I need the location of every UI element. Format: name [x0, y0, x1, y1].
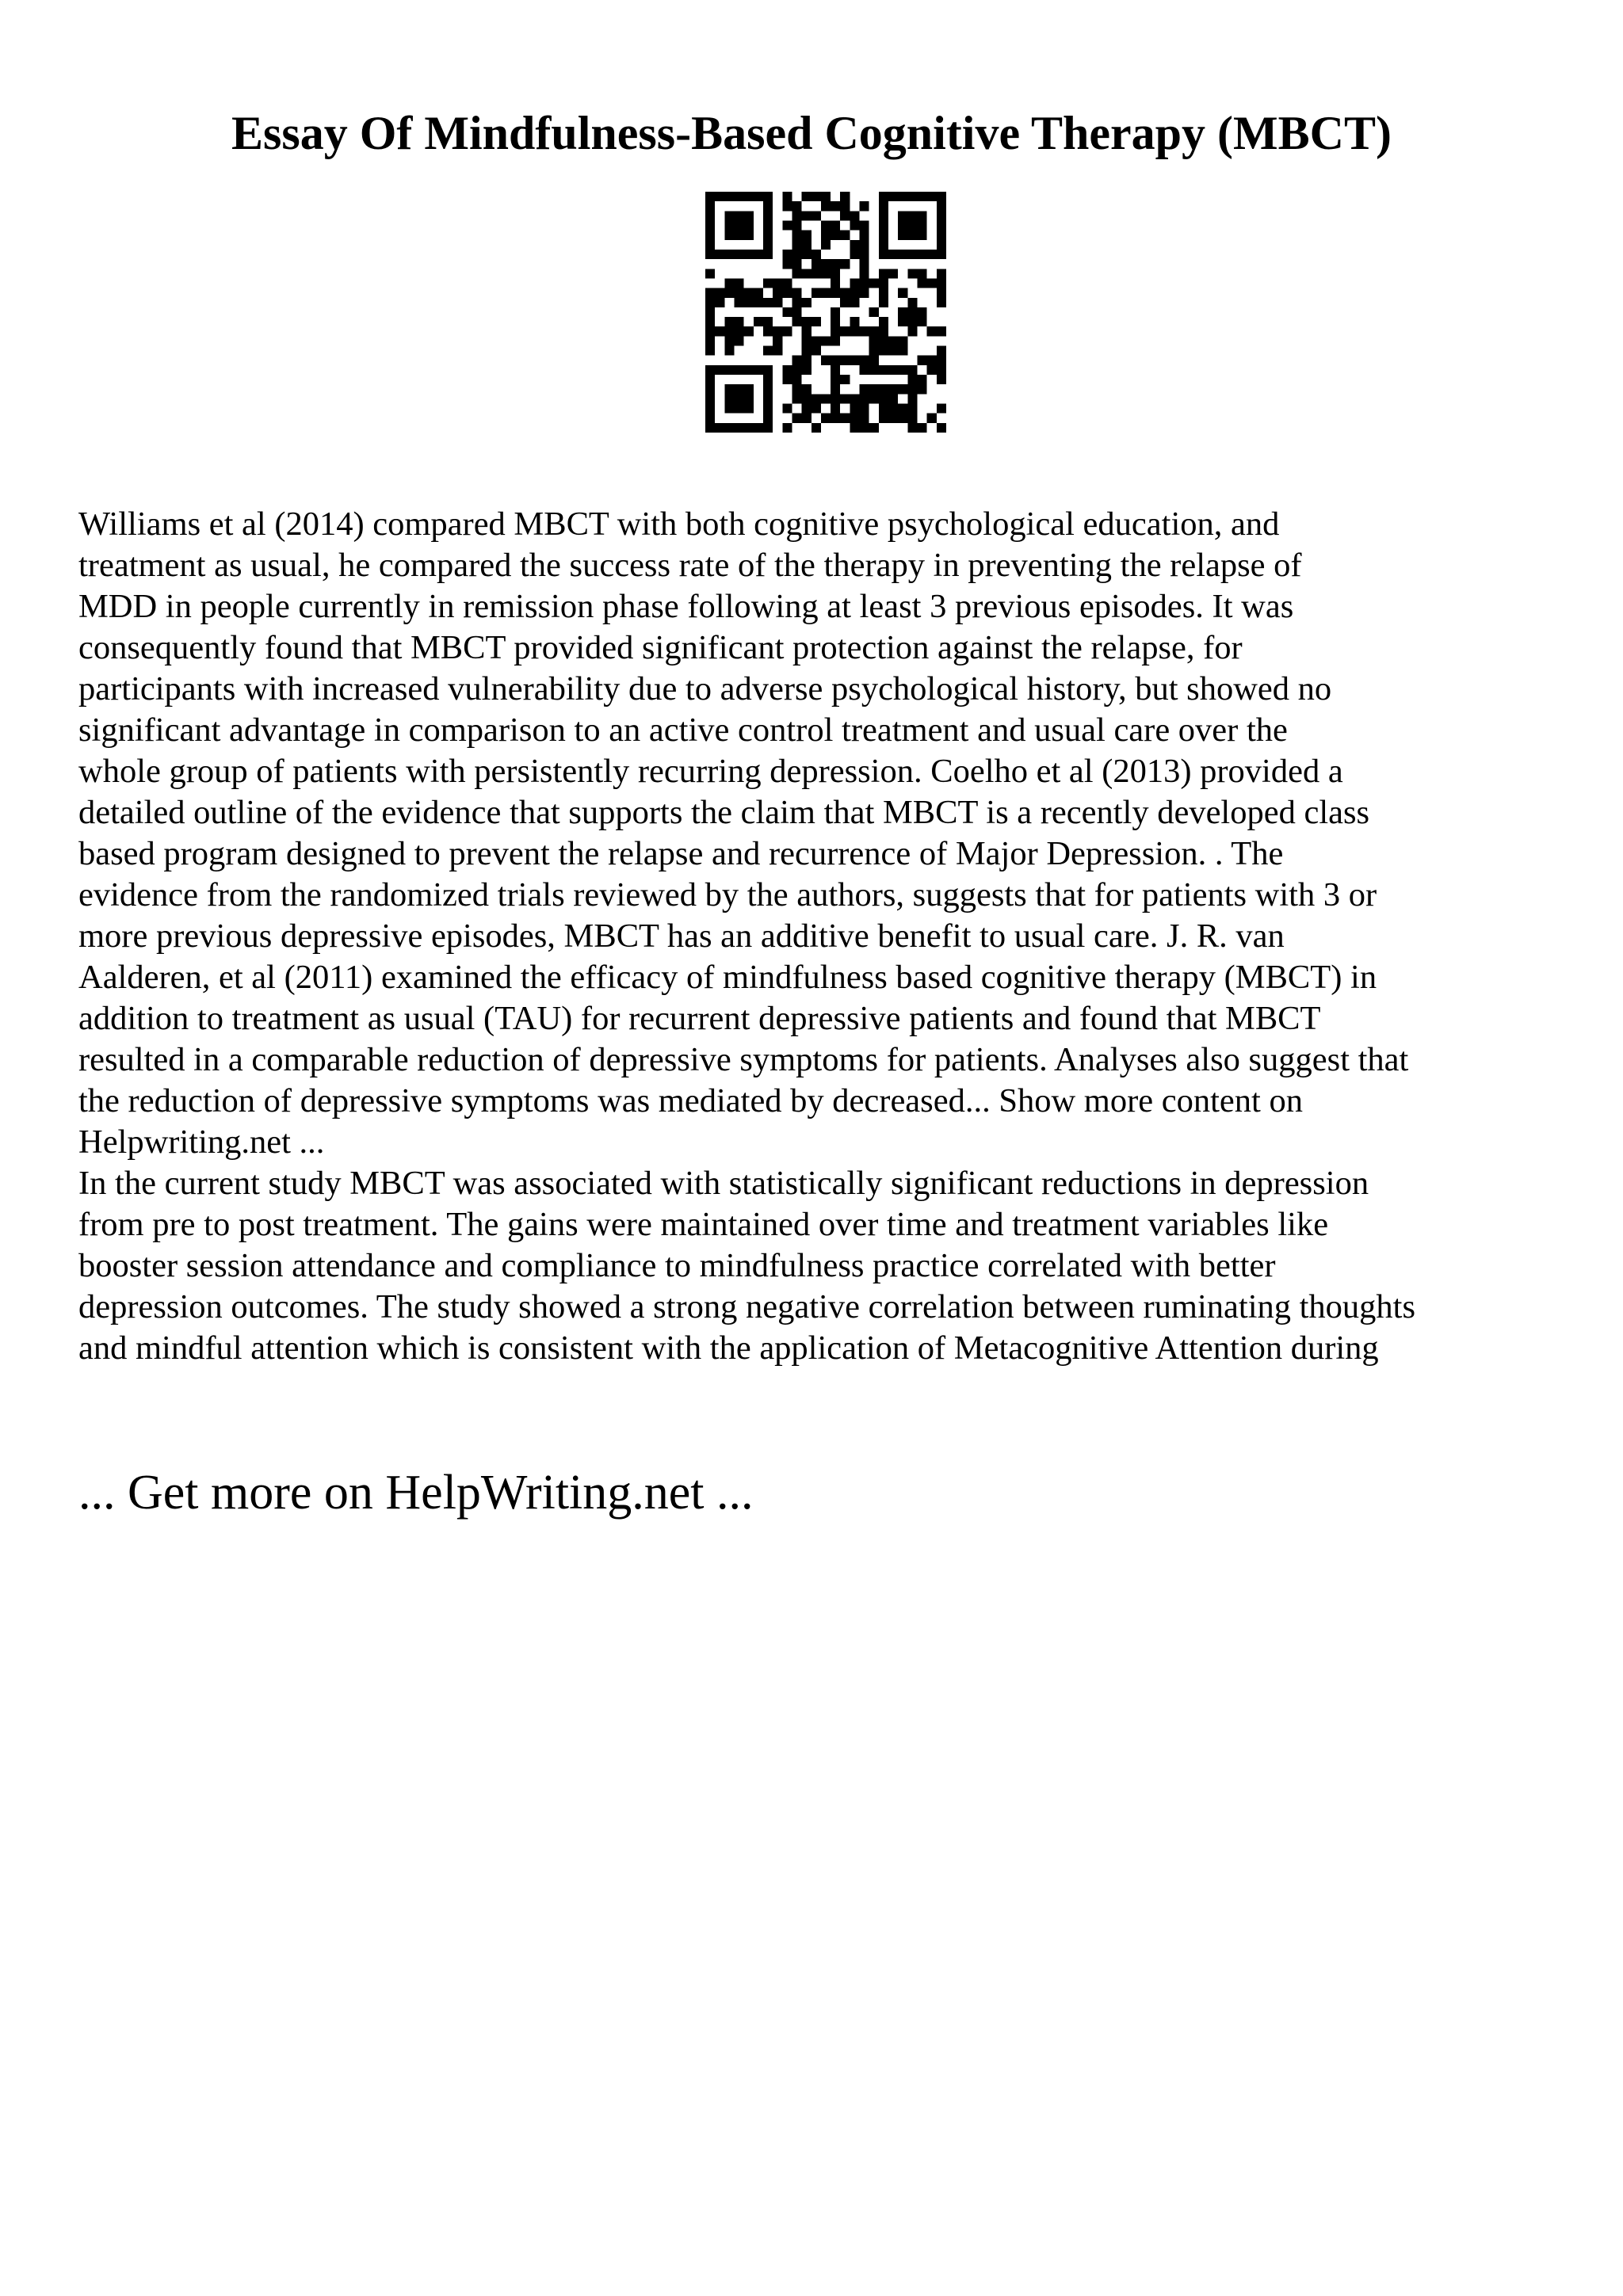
page-title: Essay Of Mindfulness-Based Cognitive Therapy (MBCT): [231, 107, 1392, 159]
text-line: significant advantage in comparison to an active control treatment and usual care over the: [78, 711, 1288, 749]
text-line: consequently found that MBCT provided significant protection against the relapse, for: [78, 629, 1243, 666]
text-line: more previous depressive episodes, MBCT has an additive benefit to usual care. J. R. van: [78, 917, 1285, 955]
text-line: whole group of patients with persistently recurring depression. Coelho et al (2013) provided a: [78, 753, 1343, 790]
text-line: detailed outline of the evidence that supports the claim that MBCT is a recently developed class: [78, 794, 1370, 831]
text-line: and mindful attention which is consistent with the application of Metacognitive Attention during: [78, 1329, 1379, 1367]
text-line: the reduction of depressive symptoms was mediated by decreased... Show more content on: [78, 1082, 1303, 1119]
text-line: evidence from the randomized trials reviewed by the authors, suggests that for patients with 3 or: [78, 876, 1377, 913]
text-line: Helpwriting.net ...: [78, 1123, 325, 1161]
text-line: treatment as usual, he compared the success rate of the therapy in preventing the relapse of: [78, 547, 1302, 584]
essay-body: [78, 504, 1415, 1369]
text-line: participants with increased vulnerability due to adverse psychological history, but showed no: [78, 670, 1332, 707]
text-line: MDD in people currently in remission phase following at least 3 previous episodes. It was: [78, 588, 1294, 625]
qr-code: [705, 192, 946, 433]
text-line: resulted in a comparable reduction of depressive symptoms for patients. Analyses also suggest that: [78, 1041, 1409, 1078]
text-line: addition to treatment as usual (TAU) for recurrent depressive patients and found that MBCT: [78, 1000, 1321, 1037]
text-line: In the current study MBCT was associated with statistically significant reductions in depression: [78, 1165, 1369, 1202]
text-line: booster session attendance and compliance to mindfulness practice correlated with better: [78, 1247, 1276, 1284]
text-line: based program designed to prevent the relapse and recurrence of Major Depression. . The: [78, 835, 1284, 872]
text-line: Williams et al (2014) compared MBCT with both cognitive psychological education, and: [78, 505, 1280, 543]
text-line: from pre to post treatment. The gains were maintained over time and treatment variables like: [78, 1206, 1329, 1243]
text-line: depression outcomes. The study showed a strong negative correlation between ruminating thoughts: [78, 1288, 1416, 1325]
get-more-link[interactable]: ... Get more on HelpWriting.net ...: [78, 1466, 754, 1520]
text-line: Aalderen, et al (2011) examined the efficacy of mindfulness based cognitive therapy (MBCT) in: [78, 959, 1377, 996]
